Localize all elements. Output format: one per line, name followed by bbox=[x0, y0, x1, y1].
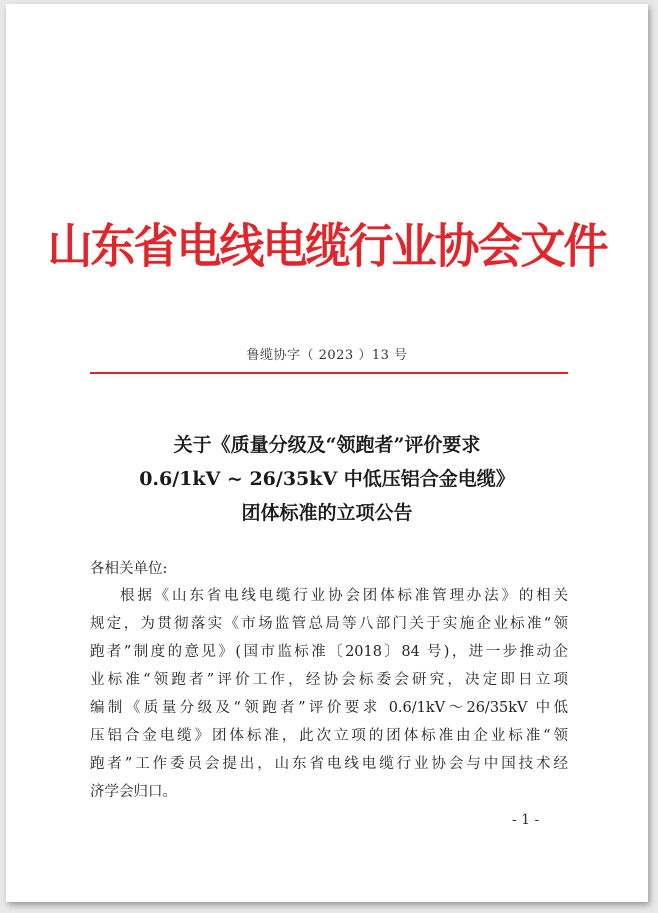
body-line: 济学会归口。 bbox=[90, 784, 177, 800]
body-line: 业标准“领跑者”评价工作，经协会标委会研究，决定即日立项 bbox=[90, 672, 568, 688]
body-line: 规定，为贯彻落实《市场监管总局等八部门关于实施企业标准“领 bbox=[90, 616, 568, 632]
document-number: 鲁缆协字（ 2023 ）13 号 bbox=[246, 348, 408, 363]
document-page bbox=[6, 4, 648, 902]
body-paragraph bbox=[90, 582, 568, 806]
page-number: - 1 - bbox=[512, 812, 540, 828]
red-divider-line bbox=[90, 372, 568, 374]
body-line: 压铝合金电缆》团体标准，此次立项的团体标准由企业标准“领 bbox=[90, 728, 568, 744]
title-line-1: 关于《质量分级及“领跑者”评价要求 bbox=[173, 434, 481, 456]
body-line: 根据《山东省电线电缆行业协会团体标准管理办法》的相关 bbox=[120, 588, 568, 604]
body-line: 跑者”制度的意见》(国市监标准〔2018〕84 号)，进一步推动企 bbox=[90, 644, 568, 660]
title-line-3: 团体标准的立项公告 bbox=[241, 502, 413, 524]
announcement-title bbox=[6, 428, 648, 530]
issuing-organization-header: 山东省电线电缆行业协会文件 bbox=[47, 218, 607, 275]
body-line: 编制《质量分级及“领跑者”评价要求 0.6/1kV～26/35kV 中低 bbox=[90, 700, 568, 716]
addressee: 各相关单位: bbox=[90, 561, 168, 577]
body-line: 跑者”工作委员会提出，山东省电线电缆行业协会与中国技术经 bbox=[90, 756, 568, 772]
title-line-2: 0.6/1kV ~ 26/35kV 中低压铝合金电缆》 bbox=[139, 468, 515, 490]
